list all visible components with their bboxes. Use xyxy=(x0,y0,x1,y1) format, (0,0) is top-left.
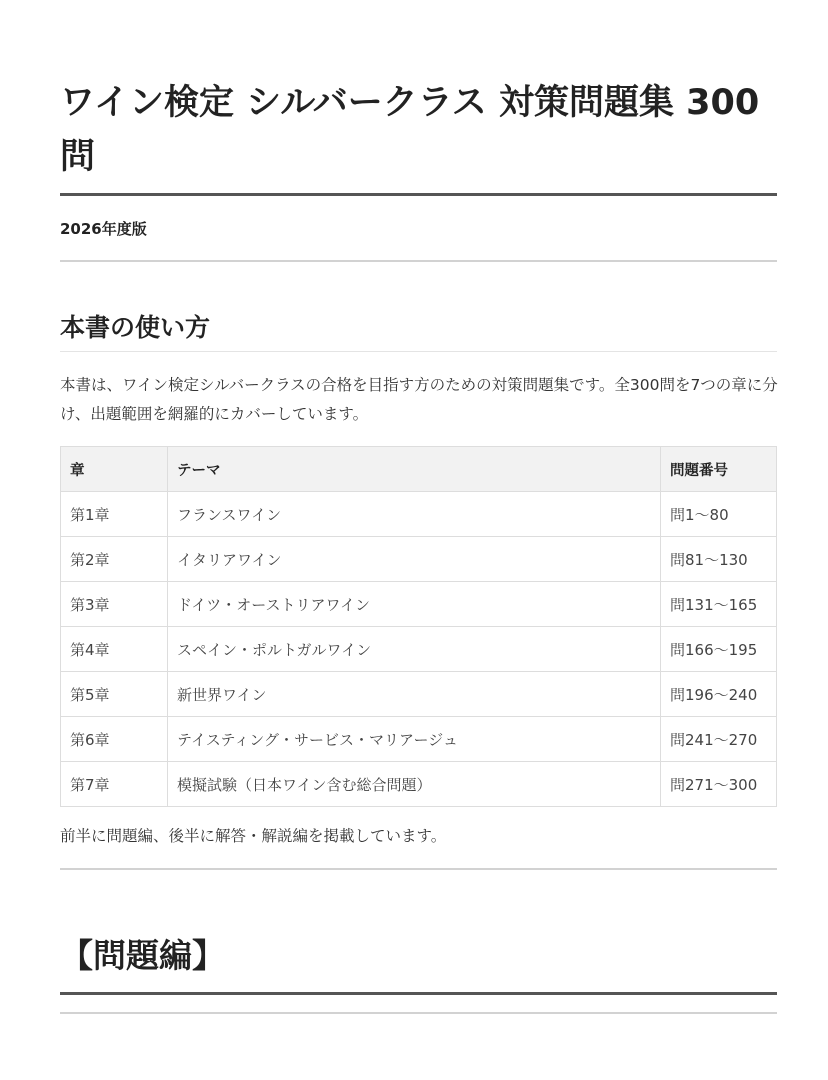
chapter-table xyxy=(60,446,777,807)
part-section-divider xyxy=(60,1012,777,1014)
question-range-cell: 問81〜130 xyxy=(661,537,777,582)
chapter-cell: 第6章 xyxy=(61,717,168,762)
question-range-cell: 問196〜240 xyxy=(661,672,777,717)
question-range-cell: 問1〜80 xyxy=(661,492,777,537)
theme-cell: 新世界ワイン xyxy=(168,672,661,717)
theme-cell: ドイツ・オーストリアワイン xyxy=(168,582,661,627)
edition-label: 2026年度版 xyxy=(60,220,147,238)
part-heading-divider xyxy=(60,992,777,995)
table-row xyxy=(61,582,777,627)
chapter-cell: 第2章 xyxy=(61,537,168,582)
theme-cell: フランスワイン xyxy=(168,492,661,537)
title-divider xyxy=(60,193,777,196)
part-heading: 【問題編】 xyxy=(60,936,225,975)
theme-cell: スペイン・ポルトガルワイン xyxy=(168,627,661,672)
chapter-cell: 第5章 xyxy=(61,672,168,717)
theme-cell: イタリアワイン xyxy=(168,537,661,582)
table-row xyxy=(61,492,777,537)
table-row xyxy=(61,672,777,717)
table-row xyxy=(61,627,777,672)
usage-heading-divider xyxy=(60,351,777,352)
question-range-cell: 問166〜195 xyxy=(661,627,777,672)
chapter-cell: 第1章 xyxy=(61,492,168,537)
question-range-cell: 問271〜300 xyxy=(661,762,777,807)
theme-cell: 模擬試験（日本ワイン含む総合問題） xyxy=(168,762,661,807)
chapter-cell: 第7章 xyxy=(61,762,168,807)
usage-intro: 本書は、ワイン検定シルバークラスの合格を目指す方のための対策問題集です。全300問を7つの章に分け、出題範囲を網羅的にカバーしています。 xyxy=(60,376,778,423)
theme-cell: テイスティング・サービス・マリアージュ xyxy=(168,717,661,762)
table-row xyxy=(61,762,777,807)
chapter-cell: 第4章 xyxy=(61,627,168,672)
header-chapter: 章 xyxy=(61,447,168,492)
table-row xyxy=(61,717,777,762)
table-row xyxy=(61,537,777,582)
usage-section-divider xyxy=(60,868,777,870)
document-title: ワイン検定 シルバークラス 対策問題集 300問 xyxy=(60,83,760,177)
question-range-cell: 問241〜270 xyxy=(661,717,777,762)
usage-footnote: 前半に問題編、後半に解答・解説編を掲載しています。 xyxy=(60,827,447,845)
question-range-cell: 問131〜165 xyxy=(661,582,777,627)
header-theme: テーマ xyxy=(168,447,661,492)
chapter-cell: 第3章 xyxy=(61,582,168,627)
usage-heading: 本書の使い方 xyxy=(60,313,211,342)
table-header-row xyxy=(61,447,777,492)
header-question-numbers: 問題番号 xyxy=(661,447,777,492)
edition-divider xyxy=(60,260,777,262)
